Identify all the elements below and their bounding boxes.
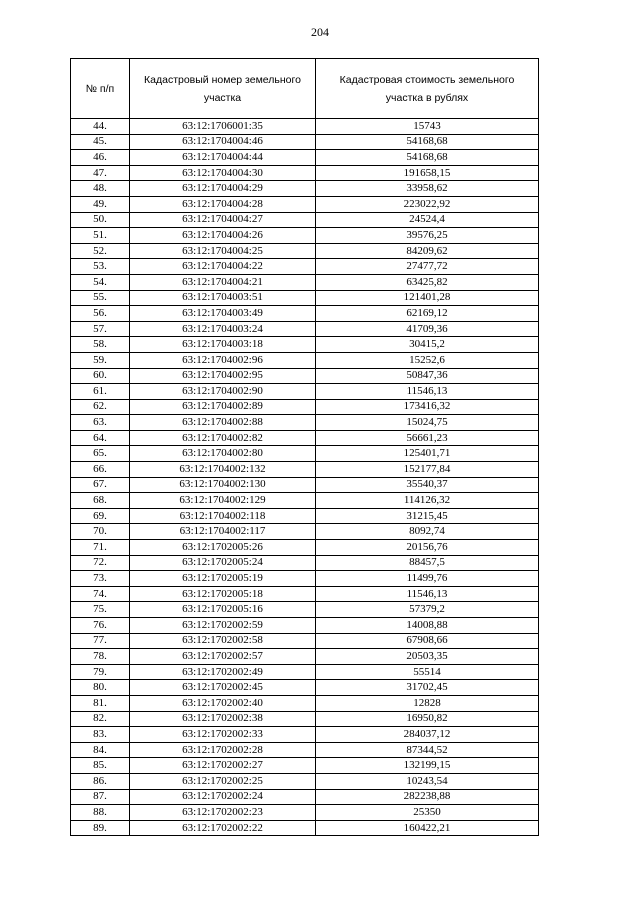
cadastral-number: 63:12:1702002:49: [130, 664, 316, 680]
table-row: [71, 352, 539, 368]
cadastral-value: 56661,23: [316, 430, 539, 446]
cadastral-number: 63:12:1704002:130: [130, 477, 316, 493]
cadastral-value: 191658,15: [316, 165, 539, 181]
row-number: 48.: [71, 181, 130, 197]
cadastral-number: 63:12:1702002:28: [130, 742, 316, 758]
cadastral-number: 63:12:1702002:57: [130, 649, 316, 665]
cadastral-number: 63:12:1702002:24: [130, 789, 316, 805]
cadastral-value: 62169,12: [316, 306, 539, 322]
row-number: 76.: [71, 618, 130, 634]
row-number: 52.: [71, 243, 130, 259]
row-number: 68.: [71, 493, 130, 509]
cadastral-value: 14008,88: [316, 618, 539, 634]
table-row: [71, 415, 539, 431]
cadastral-value: 24524,4: [316, 212, 539, 228]
table-row: [71, 633, 539, 649]
table-row: [71, 586, 539, 602]
row-number: 46.: [71, 150, 130, 166]
table-row: [71, 602, 539, 618]
table-row: [71, 384, 539, 400]
row-number: 60.: [71, 368, 130, 384]
cadastral-number: 63:12:1704004:27: [130, 212, 316, 228]
cadastral-value: 20156,76: [316, 540, 539, 556]
cadastral-number: 63:12:1704002:82: [130, 430, 316, 446]
table-row: [71, 493, 539, 509]
cadastral-number: 63:12:1702005:26: [130, 540, 316, 556]
cadastral-number: 63:12:1704004:28: [130, 196, 316, 212]
row-number: 55.: [71, 290, 130, 306]
row-number: 72.: [71, 555, 130, 571]
row-number: 44.: [71, 119, 130, 135]
row-number: 50.: [71, 212, 130, 228]
table-row: [71, 571, 539, 587]
table-row: [71, 742, 539, 758]
cadastral-number: 63:12:1702005:16: [130, 602, 316, 618]
header-number: № п/п: [71, 59, 130, 119]
table-row: [71, 540, 539, 556]
cadastral-number: 63:12:1702002:38: [130, 711, 316, 727]
cadastral-number: 63:12:1702002:25: [130, 773, 316, 789]
cadastral-number: 63:12:1702002:23: [130, 805, 316, 821]
table-header: [71, 59, 539, 119]
cadastral-number: 63:12:1704002:118: [130, 508, 316, 524]
table-row: [71, 290, 539, 306]
row-number: 66.: [71, 462, 130, 478]
table-row: [71, 758, 539, 774]
cadastral-number: 63:12:1704004:30: [130, 165, 316, 181]
cadastral-number: 63:12:1704002:89: [130, 399, 316, 415]
table-row: [71, 321, 539, 337]
cadastral-value: 223022,92: [316, 196, 539, 212]
table-row: [71, 399, 539, 415]
row-number: 83.: [71, 727, 130, 743]
cadastral-number: 63:12:1704002:80: [130, 446, 316, 462]
table-row: [71, 446, 539, 462]
cadastral-value: 35540,37: [316, 477, 539, 493]
row-number: 78.: [71, 649, 130, 665]
cadastral-number: 63:12:1702002:40: [130, 695, 316, 711]
cadastral-value: 88457,5: [316, 555, 539, 571]
row-number: 59.: [71, 352, 130, 368]
cadastral-number: 63:12:1704003:51: [130, 290, 316, 306]
cadastral-value: 8092,74: [316, 524, 539, 540]
header-cadastral-number: Кадастровый номер земельного участка: [130, 59, 316, 119]
cadastral-number: 63:12:1704004:46: [130, 134, 316, 150]
row-number: 56.: [71, 306, 130, 322]
table-row: [71, 181, 539, 197]
row-number: 77.: [71, 633, 130, 649]
cadastral-value: 15252,6: [316, 352, 539, 368]
page-number: 204: [311, 25, 329, 39]
cadastral-value: 132199,15: [316, 758, 539, 774]
cadastral-value: 12828: [316, 695, 539, 711]
table-row: [71, 196, 539, 212]
cadastral-value: 50847,36: [316, 368, 539, 384]
table-row: [71, 477, 539, 493]
cadastral-value: 282238,88: [316, 789, 539, 805]
table-row: [71, 664, 539, 680]
cadastral-value: 41709,36: [316, 321, 539, 337]
row-number: 64.: [71, 430, 130, 446]
cadastral-value: 31215,45: [316, 508, 539, 524]
cadastral-value: 15024,75: [316, 415, 539, 431]
cadastral-value: 125401,71: [316, 446, 539, 462]
cadastral-number: 63:12:1704004:44: [130, 150, 316, 166]
cadastral-value: 15743: [316, 119, 539, 135]
row-number: 65.: [71, 446, 130, 462]
cadastral-value: 27477,72: [316, 259, 539, 275]
row-number: 62.: [71, 399, 130, 415]
cadastral-value: 11546,13: [316, 384, 539, 400]
row-number: 82.: [71, 711, 130, 727]
cadastral-value: 284037,12: [316, 727, 539, 743]
row-number: 84.: [71, 742, 130, 758]
table-row: [71, 165, 539, 181]
cadastral-number: 63:12:1704003:18: [130, 337, 316, 353]
cadastral-number: 63:12:1704002:95: [130, 368, 316, 384]
cadastral-value: 67908,66: [316, 633, 539, 649]
row-number: 49.: [71, 196, 130, 212]
row-number: 74.: [71, 586, 130, 602]
cadastral-value: 63425,82: [316, 274, 539, 290]
cadastral-number: 63:12:1704004:22: [130, 259, 316, 275]
cadastral-number: 63:12:1704002:88: [130, 415, 316, 431]
cadastral-value: 20503,35: [316, 649, 539, 665]
cadastral-number: 63:12:1704004:29: [130, 181, 316, 197]
cadastral-number: 63:12:1704002:117: [130, 524, 316, 540]
row-number: 63.: [71, 415, 130, 431]
cadastral-value: 87344,52: [316, 742, 539, 758]
table-row: [71, 212, 539, 228]
table-row: [71, 259, 539, 275]
row-number: 81.: [71, 695, 130, 711]
cadastral-value: 16950,82: [316, 711, 539, 727]
cadastral-value: 39576,25: [316, 228, 539, 244]
cadastral-value: 84209,62: [316, 243, 539, 259]
cadastral-value: 114126,32: [316, 493, 539, 509]
cadastral-number: 63:12:1704002:129: [130, 493, 316, 509]
cadastral-number: 63:12:1702005:18: [130, 586, 316, 602]
cadastral-number: 63:12:1704002:90: [130, 384, 316, 400]
header-row: [71, 59, 539, 119]
row-number: 89.: [71, 820, 130, 836]
table-row: [71, 727, 539, 743]
table-body: [71, 119, 539, 836]
row-number: 58.: [71, 337, 130, 353]
cadastral-number: 63:12:1702002:45: [130, 680, 316, 696]
cadastral-value: 160422,21: [316, 820, 539, 836]
cadastral-value: 54168,68: [316, 134, 539, 150]
table-row: [71, 430, 539, 446]
header-cadastral-value: Кадастровая стоимость земельного участка в рублях: [316, 59, 539, 119]
table-row: [71, 711, 539, 727]
table-row: [71, 134, 539, 150]
table-row: [71, 524, 539, 540]
table-row: [71, 274, 539, 290]
row-number: 75.: [71, 602, 130, 618]
cadastral-number: 63:12:1704003:24: [130, 321, 316, 337]
row-number: 51.: [71, 228, 130, 244]
cadastral-number: 63:12:1702002:58: [130, 633, 316, 649]
cadastral-number: 63:12:1704004:21: [130, 274, 316, 290]
cadastral-number: 63:12:1702002:22: [130, 820, 316, 836]
table-row: [71, 337, 539, 353]
row-number: 86.: [71, 773, 130, 789]
cadastral-value: 173416,32: [316, 399, 539, 415]
cadastral-value: 10243,54: [316, 773, 539, 789]
cadastral-number: 63:12:1704003:49: [130, 306, 316, 322]
cadastral-value-table: [70, 58, 539, 836]
row-number: 45.: [71, 134, 130, 150]
cadastral-value: 121401,28: [316, 290, 539, 306]
table-row: [71, 508, 539, 524]
row-number: 71.: [71, 540, 130, 556]
cadastral-number: 63:12:1704002:132: [130, 462, 316, 478]
cadastral-value: 30415,2: [316, 337, 539, 353]
cadastral-number: 63:12:1702002:33: [130, 727, 316, 743]
cadastral-number: 63:12:1704004:26: [130, 228, 316, 244]
cadastral-value: 33958,62: [316, 181, 539, 197]
cadastral-number: 63:12:1702002:27: [130, 758, 316, 774]
table-row: [71, 228, 539, 244]
table-row: [71, 462, 539, 478]
table-row: [71, 820, 539, 836]
table-row: [71, 306, 539, 322]
cadastral-value: 31702,45: [316, 680, 539, 696]
cadastral-value: 11546,13: [316, 586, 539, 602]
table-row: [71, 555, 539, 571]
row-number: 79.: [71, 664, 130, 680]
cadastral-number: 63:12:1706001:35: [130, 119, 316, 135]
table-row: [71, 649, 539, 665]
row-number: 53.: [71, 259, 130, 275]
cadastral-value: 54168,68: [316, 150, 539, 166]
table-row: [71, 695, 539, 711]
cadastral-value: 152177,84: [316, 462, 539, 478]
cadastral-value: 55514: [316, 664, 539, 680]
row-number: 47.: [71, 165, 130, 181]
table-row: [71, 368, 539, 384]
table-row: [71, 119, 539, 135]
cadastral-value: 57379,2: [316, 602, 539, 618]
row-number: 88.: [71, 805, 130, 821]
row-number: 57.: [71, 321, 130, 337]
table-row: [71, 680, 539, 696]
table-row: [71, 618, 539, 634]
table-row: [71, 150, 539, 166]
row-number: 87.: [71, 789, 130, 805]
cadastral-number: 63:12:1702002:59: [130, 618, 316, 634]
row-number: 73.: [71, 571, 130, 587]
table-row: [71, 243, 539, 259]
row-number: 70.: [71, 524, 130, 540]
row-number: 54.: [71, 274, 130, 290]
table-row: [71, 805, 539, 821]
cadastral-number: 63:12:1702005:24: [130, 555, 316, 571]
table-row: [71, 789, 539, 805]
row-number: 61.: [71, 384, 130, 400]
row-number: 69.: [71, 508, 130, 524]
cadastral-number: 63:12:1704002:96: [130, 352, 316, 368]
cadastral-number: 63:12:1704004:25: [130, 243, 316, 259]
row-number: 85.: [71, 758, 130, 774]
cadastral-number: 63:12:1702005:19: [130, 571, 316, 587]
row-number: 80.: [71, 680, 130, 696]
cadastral-value: 25350: [316, 805, 539, 821]
cadastral-value: 11499,76: [316, 571, 539, 587]
table-row: [71, 773, 539, 789]
row-number: 67.: [71, 477, 130, 493]
